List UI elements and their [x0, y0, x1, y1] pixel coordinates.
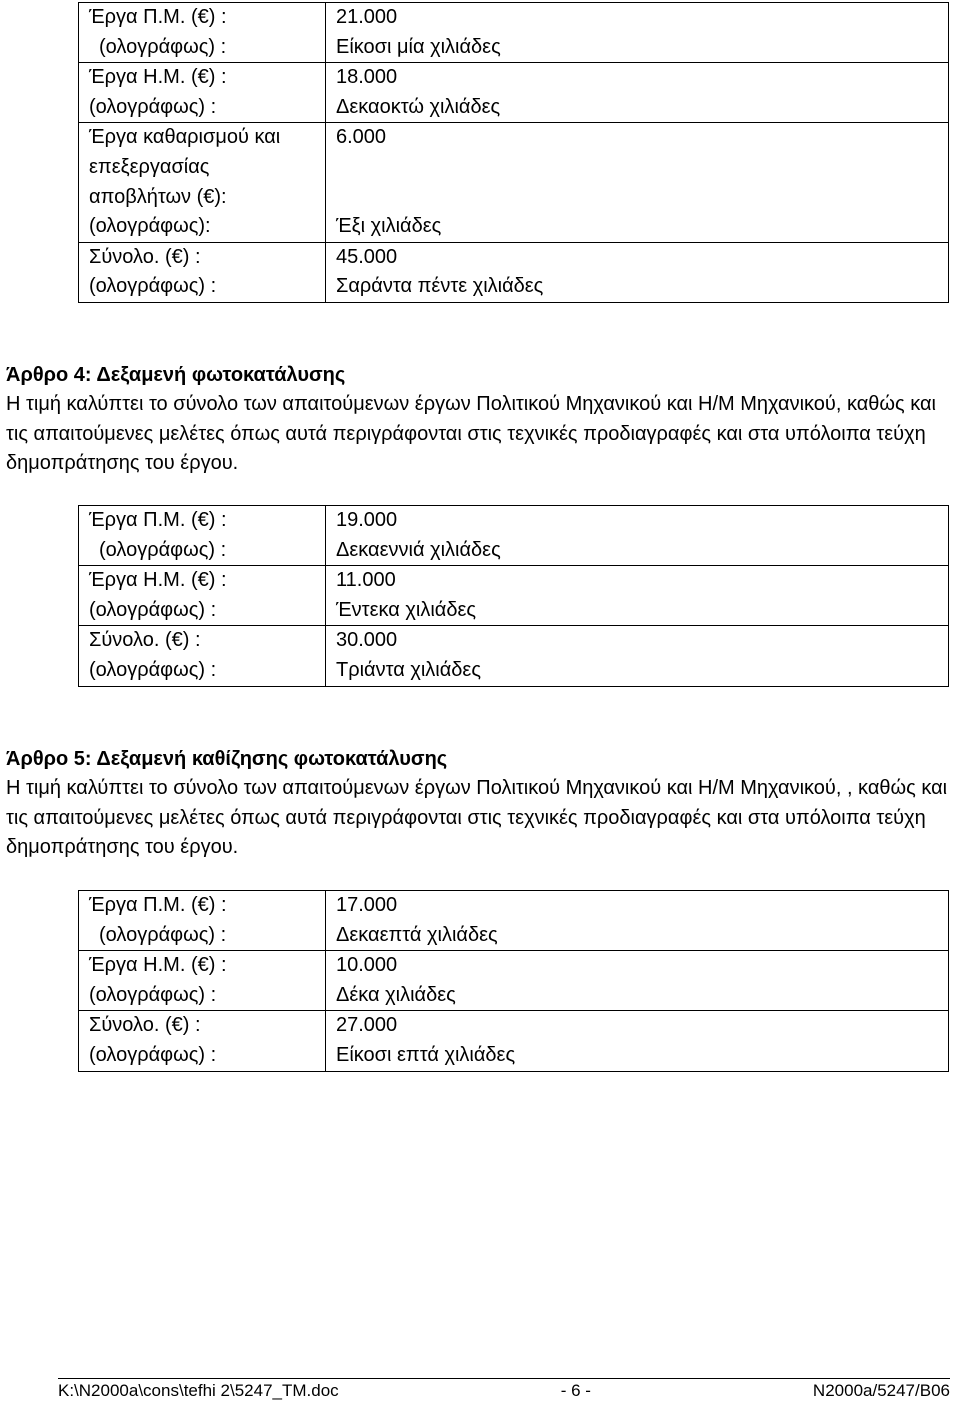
row-value-cell: 30.000 Τριάντα χιλιάδες: [326, 626, 949, 686]
row-label-cell: Έργα Π.Μ. (€) : (ολογράφως) :: [79, 891, 326, 951]
article-body: Η τιμή καλύπτει το σύνολο των απαιτούμενων έργων Πολιτικού Μηχανικού και Η/Μ Μηχανικού, καθώς και τις απαιτούμενες μελέτες όπως αυτά περιγράφονται στις τεχνικές προδιαγραφές και στα υπόλοιπα τεύχη δημοπράτησης του έργου.: [6, 393, 936, 475]
row-label-cell: Έργα Π.Μ. (€) : (ολογράφως) :: [79, 506, 326, 566]
row-label-cell: Σύνολο. (€) : (ολογράφως) :: [79, 242, 326, 302]
table-row: [79, 506, 949, 566]
row-value-cell: 21.000 Είκοσι μία χιλιάδες: [326, 3, 949, 63]
row-value-cell: 45.000 Σαράντα πέντε χιλιάδες: [326, 242, 949, 302]
price-table-3: [78, 890, 949, 1072]
table-row: [79, 566, 949, 626]
row-label-cell: Έργα Η.Μ. (€) : (ολογράφως) :: [79, 63, 326, 123]
row-label-cell: Σύνολο. (€) : (ολογράφως) :: [79, 1011, 326, 1071]
row-label-cell: Έργα Η.Μ. (€) : (ολογράφως) :: [79, 566, 326, 626]
price-table-2: [78, 505, 949, 687]
article-heading: Άρθρο 4: Δεξαμενή φωτοκατάλυσης: [6, 364, 346, 386]
table-row: [79, 242, 949, 302]
row-label-cell: Σύνολο. (€) : (ολογράφως) :: [79, 626, 326, 686]
row-label-cell: Έργα Π.Μ. (€) : (ολογράφως) :: [79, 3, 326, 63]
row-label-cell: Έργα καθαρισμού και επεξεργασίας αποβλήτων (€): (ολογράφως):: [79, 123, 326, 242]
table-row: [79, 1011, 949, 1071]
article-5: [6, 744, 951, 863]
table-row: [79, 626, 949, 686]
article-heading: Άρθρο 5: Δεξαμενή καθίζησης φωτοκατάλυσης: [6, 748, 448, 770]
page-footer: [58, 1378, 950, 1402]
table-row: [79, 3, 949, 63]
row-value-cell: 18.000 Δεκαοκτώ χιλιάδες: [326, 63, 949, 123]
row-value-cell: 27.000 Είκοσι επτά χιλιάδες: [326, 1011, 949, 1071]
row-value-cell: 10.000 Δέκα χιλιάδες: [326, 951, 949, 1011]
row-value-cell: 19.000 Δεκαεννιά χιλιάδες: [326, 506, 949, 566]
row-value-cell: 6.000 Έξι χιλιάδες: [326, 123, 949, 242]
footer-document-code: N2000a/5247/B06: [812, 1381, 950, 1400]
footer-file-path: K:\N2000a\cons\tefhi 2\5247_TM.doc: [58, 1381, 339, 1400]
price-table-1: [78, 2, 949, 303]
row-label-cell: Έργα Η.Μ. (€) : (ολογράφως) :: [79, 951, 326, 1011]
article-body: Η τιμή καλύπτει το σύνολο των απαιτούμενων έργων Πολιτικού Μηχανικού και Η/Μ Μηχανικού, , καθώς και τις απαιτούμενες μελέτες όπως αυτά περιγράφονται στις τεχνικές προδιαγραφές και στα υπόλοιπα τεύχη δημοπράτησης του έργου.: [6, 777, 948, 859]
table-row: [79, 951, 949, 1011]
table-row: [79, 891, 949, 951]
article-4: [6, 360, 951, 479]
row-value-cell: 17.000 Δεκαεπτά χιλιάδες: [326, 891, 949, 951]
table-row: [79, 63, 949, 123]
footer-page-number: - 6 -: [560, 1381, 591, 1400]
table-row: [79, 123, 949, 242]
row-value-cell: 11.000 Έντεκα χιλιάδες: [326, 566, 949, 626]
